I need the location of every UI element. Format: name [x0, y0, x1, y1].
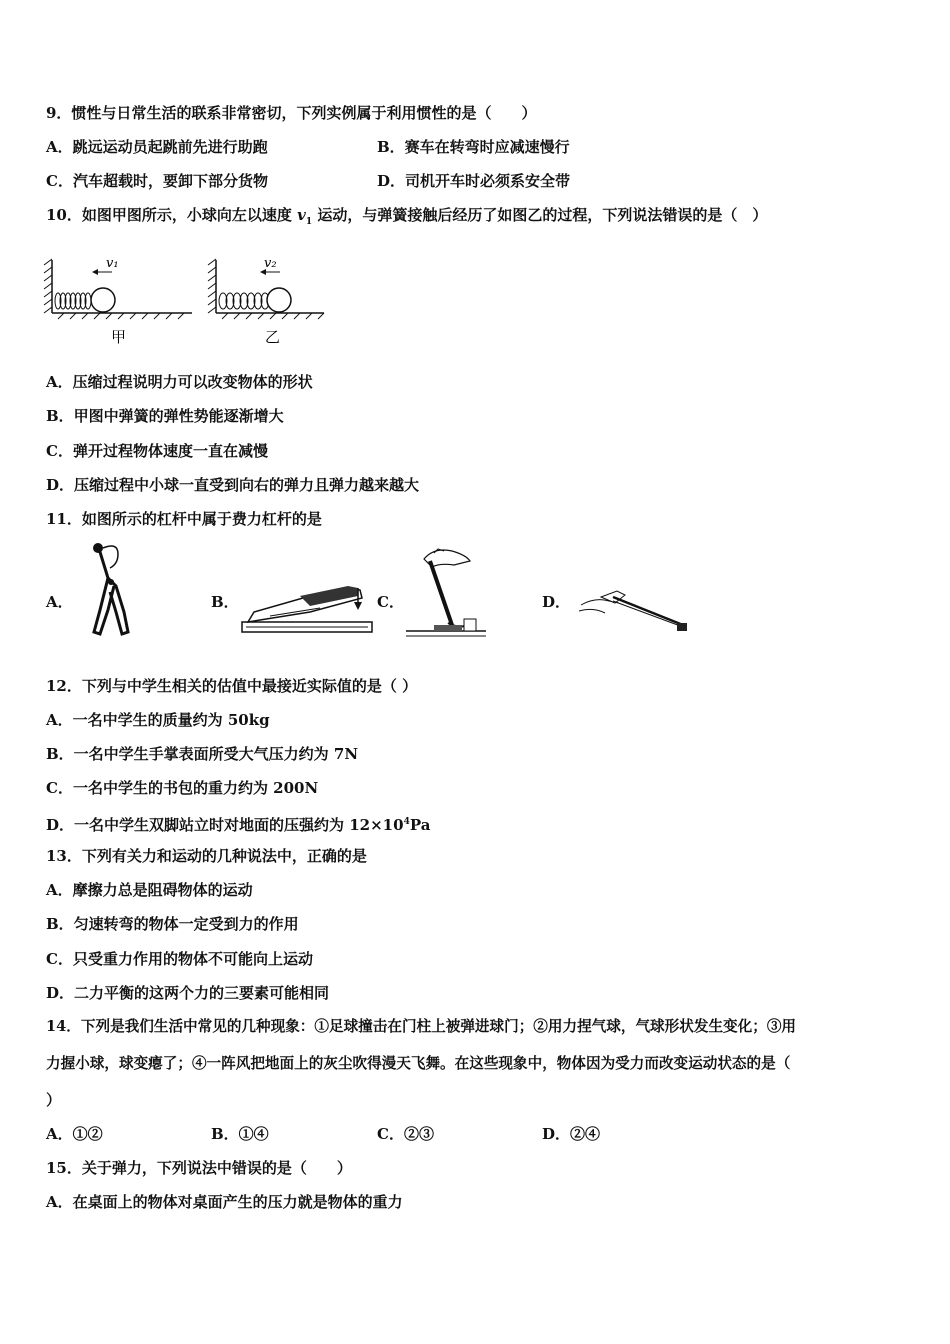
q15-stem: 15．关于弹力，下列说法中错误的是（ ） [46, 1159, 352, 1177]
q10-stem-pre: 10．如图甲图所示，小球向左以速度 [46, 206, 298, 224]
q11-option-c: C． [377, 593, 404, 611]
q12-option-b: B．一名中学生手掌表面所受大气压力约为 7N [46, 745, 359, 763]
q10-option-c: C．弹开过程物体速度一直在减慢 [46, 442, 268, 460]
spring-figure-jia [44, 255, 194, 350]
q10-stem-sub: 1 [305, 217, 313, 227]
q10-option-d: D．压缩过程中小球一直受到向右的弹力且弹力越来越大 [46, 476, 420, 494]
spring-figure-yi [208, 255, 333, 350]
fig-jia-label: 甲 [111, 328, 127, 346]
stapler-icon [240, 578, 375, 636]
q10-stem-var: v [297, 206, 306, 224]
q14-stem-line2: 力握小球，球变瘪了；④一阵风把地面上的灰尘吹得漫天飞舞。在这些现象中，物体因为受力而改变运动状态的是（ [46, 1055, 791, 1072]
q12-option-d-pre: D．一名中学生双脚站立时对地面的压强约为 12×10 [46, 816, 404, 834]
q12-stem: 12．下列与中学生相关的估值中最接近实际值的是（ ） [46, 677, 418, 695]
q11-option-a: A． [46, 593, 73, 611]
q11-stem: 11．如图所示的杠杆中属于费力杠杆的是 [46, 510, 322, 528]
q13-option-a: A．摩擦力总是阻碍物体的运动 [46, 881, 253, 899]
q9-option-a: A．跳远运动员起跳前先进行助跑 [46, 138, 268, 156]
q9-option-d: D．司机开车时必须系安全带 [377, 172, 571, 190]
q12-option-d [46, 812, 430, 835]
q12-option-d-sup: 4 [403, 817, 410, 827]
q14-option-d: D．②④ [542, 1125, 601, 1143]
q14-stem-line3: ） [46, 1091, 62, 1109]
fig-jia-v1-label: v₁ [106, 256, 119, 271]
q14-option-c: C．②③ [377, 1125, 434, 1143]
q9-stem: 9．惯性与日常生活的联系非常密切，下列实例属于利用惯性的是（ ） [46, 104, 537, 122]
q13-option-c: C．只受重力作用的物体不可能向上运动 [46, 950, 313, 968]
fig-yi-label: 乙 [265, 328, 281, 346]
pliers-icon [78, 540, 138, 640]
q9-option-b: B．赛车在转弯时应减速慢行 [377, 138, 570, 156]
q12-option-d-post: Pa [409, 816, 431, 834]
q13-stem: 13．下列有关力和运动的几种说法中，正确的是 [46, 847, 367, 865]
q10-option-a: A．压缩过程说明力可以改变物体的形状 [46, 373, 313, 391]
q9-option-c: C．汽车超载时，要卸下部分货物 [46, 172, 268, 190]
q10-option-b: B．甲图中弹簧的弹性势能逐渐增大 [46, 407, 284, 425]
fig-yi-v2-label: v₂ [264, 256, 277, 271]
q12-option-a: A．一名中学生的质量约为 50kg [46, 711, 270, 729]
q13-option-d: D．二力平衡的这两个力的三要素可能相同 [46, 984, 330, 1002]
q14-stem-line1: 14．下列是我们生活中常见的几种现象：①足球撞击在门柱上被弹进球门；②用力捏气球，气球形状发生变化；③用 [46, 1018, 797, 1035]
q14-option-b: B．①④ [211, 1125, 269, 1143]
q15-option-a: A．在桌面上的物体对桌面产生的压力就是物体的重力 [46, 1193, 403, 1211]
q11-option-b: B． [211, 593, 239, 611]
q10-stem-post: 运动，与弹簧接触后经历了如图乙的过程，下列说法错误的是（ ） [312, 206, 768, 224]
tweezers-icon [575, 585, 695, 640]
q14-option-a: A．①② [46, 1125, 103, 1143]
crowbar-icon [404, 545, 489, 640]
q10-stem [46, 205, 767, 232]
q13-option-b: B．匀速转弯的物体一定受到力的作用 [46, 915, 299, 933]
q11-option-d: D． [542, 593, 571, 611]
q12-option-c: C．一名中学生的书包的重力约为 200N [46, 779, 319, 797]
